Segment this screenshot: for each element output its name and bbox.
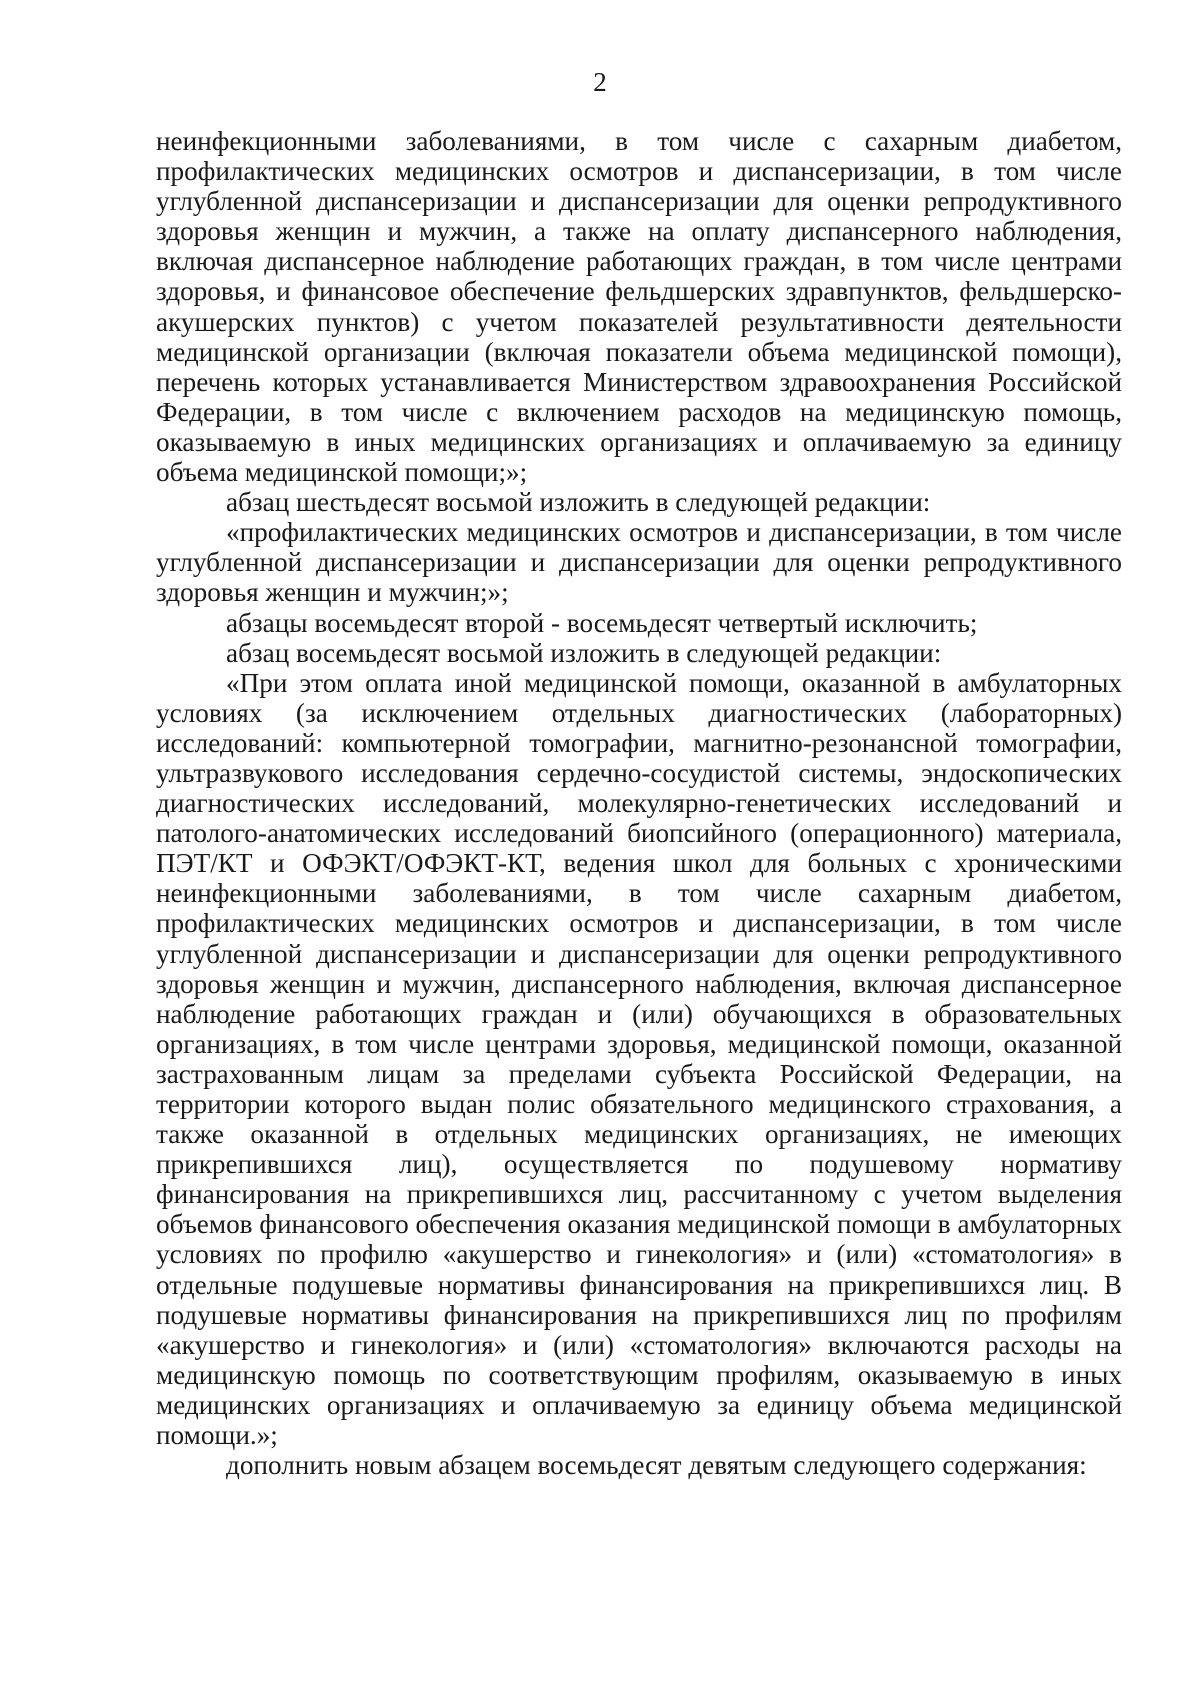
paragraph-amendment-88: абзац восемьдесят восьмой изложить в следующей редакции: — [226, 637, 942, 668]
paragraph-quote-88: «При этом оплата иной медицинской помощи, оказанной в амбулаторных условиях (за исключением отдельных диагностических (лабораторных) исследований: компьютерной томографии, магнитно-резонансной томографии, ультразвукового исследования сердечно-сосудистой системы, эндоскопических диагностических исследований, молекулярно-генетических исследований и патолого-анатомических исследований биопсийного (операционного) материала, ПЭТ/КТ и ОФЭКТ/ОФЭКТ-КТ, ведения школ для больных с хроническими неинфекционными заболеваниями, в том числе сахарным диабетом, профилактических медицинских осмотров и диспансеризации, в том числе углубленной диспансеризации и диспансеризации для оценки репродуктивного здоровья женщин и мужчин, диспансерного наблюдения, включая диспансерное наблюдение работающих граждан и (или) обучающихся в образовательных организациях, в том числе центрами здоровья, медицинской помощи, оказанной застрахованным лицам за пределами субъекта Российской Федерации, на территории которого выдан полис обязательного медицинского страхования, а также оказанной в отдельных медицинских организациях, не имеющих прикрепившихся лиц), осуществляется по подушевому нормативу финансирования на прикрепившихся лиц, рассчитанному с учетом выделения объемов финансового обеспечения оказания медицинской помощи в амбулаторных условиях по профилю «акушерство и гинекология» и (или) «стоматология» в отдельные подушевые нормативы финансирования на прикрепившихся лиц. В подушевые нормативы финансирования на прикрепившихся лиц по профилям «акушерство и гинекология» и (или) «стоматология» включаются расходы на медицинскую помощь по соответствующим профилям, оказываемую в иных медицинских организациях и оплачиваемую за единицу объема медицинской помощи.»; — [156, 667, 1122, 1451]
paragraph-amendment-68: абзац шестьдесят восьмой изложить в следующей редакции: — [226, 487, 931, 518]
page-number: 2 — [593, 67, 607, 97]
paragraph-amendment-89: дополнить новым абзацем восемьдесят девятым следующего содержания: — [226, 1450, 1087, 1481]
document-body — [156, 126, 1122, 1480]
paragraph-amendment-82-84: абзацы восемьдесят второй - восемьдесят четвертый исключить; — [226, 607, 978, 638]
paragraph-quote-68: «профилактических медицинских осмотров и диспансеризации, в том числе углубленной диспансеризации и диспансеризации для оценки репродуктивного здоровья женщин и мужчин;»; — [156, 517, 1122, 608]
paragraph-continuation: неинфекционными заболеваниями, в том числе с сахарным диабетом, профилактических медицинских осмотров и диспансеризации, в том числе углубленной диспансеризации и диспансеризации для оценки репродуктивного здоровья женщин и мужчин, а также на оплату диспансерного наблюдения, включая диспансерное наблюдение работающих граждан, в том числе центрами здоровья, и финансовое обеспечение фельдшерских здравпунктов, фельдшерско-акушерских пунктов) с учетом показателей результативности деятельности медицинской организации (включая показатели объема медицинской помощи), перечень которых устанавливается Министерством здравоохранения Российской Федерации, в том числе с включением расходов на медицинскую помощь, оказываемую в иных медицинских организациях и оплачиваемую за единицу объема медицинской помощи;»; — [156, 126, 1122, 488]
